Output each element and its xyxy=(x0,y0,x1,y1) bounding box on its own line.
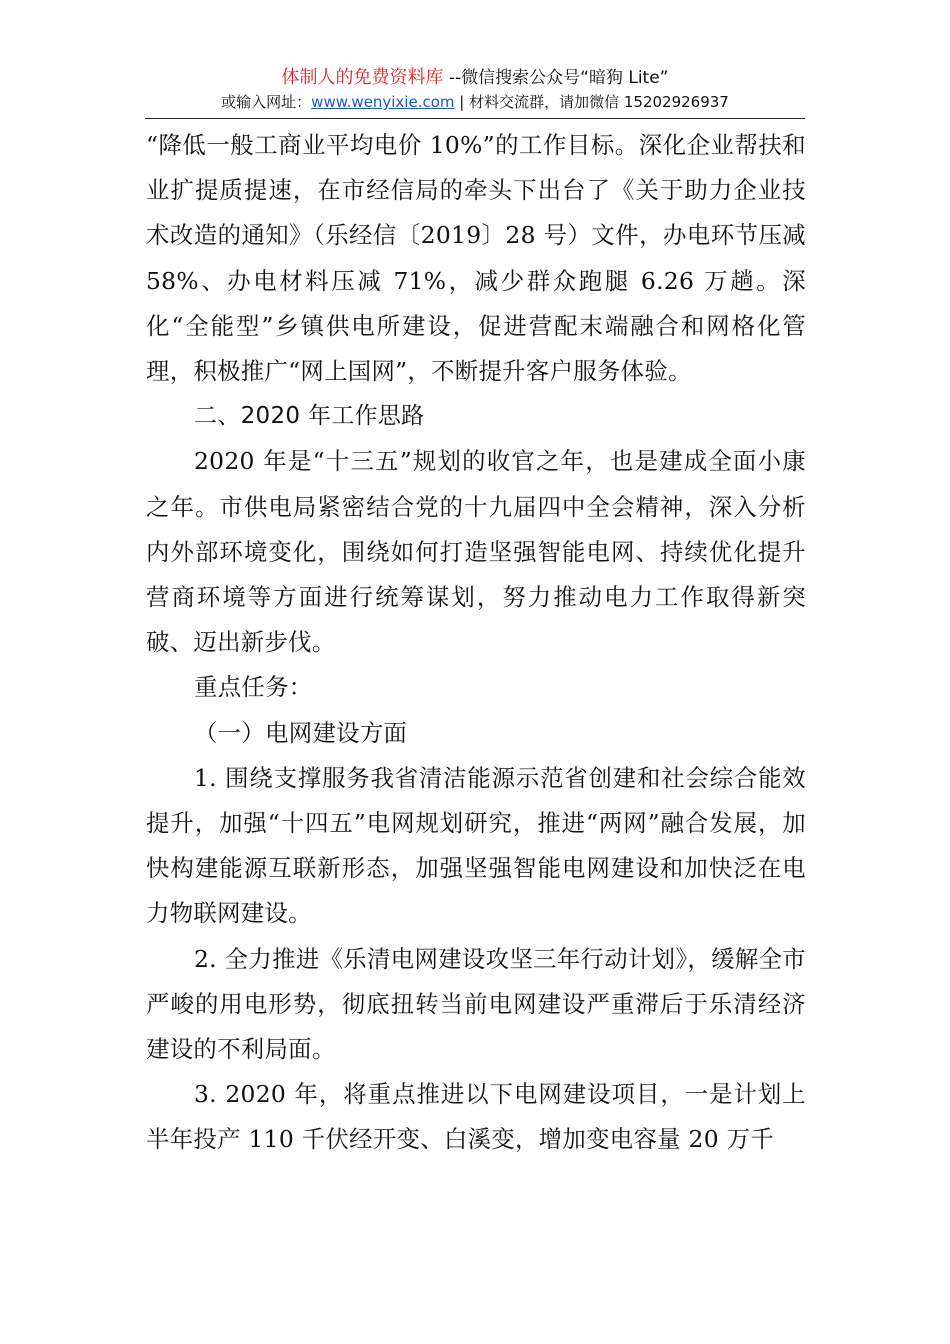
header-url-prefix: 或输入网址： xyxy=(221,93,312,111)
paragraph-key-tasks: 重点任务： xyxy=(194,673,313,702)
document-body xyxy=(146,123,806,1163)
header-wechat-text: --微信搜索公众号“暗狗 Lite” xyxy=(443,68,669,88)
paragraph-item-2: 2. 全力推进《乐清电网建设攻坚三年行动计划》，缓解全市严峻的用电形势，彻底扭转当前电网建设严重滞后于乐清经济建设的不利局面。 xyxy=(146,944,806,1064)
header-contact-line xyxy=(0,90,950,114)
header-promo-line xyxy=(0,66,950,90)
header-contact-text: | 材料交流群，请加微信 15202926937 xyxy=(454,93,729,111)
paragraph-item-3: 3. 2020 年，将重点推进以下电网建设项目，一是计划上半年投产 110 千伏经开变、白溪变，增加变电容量 20 万千 xyxy=(146,1080,806,1154)
header-brand-text: 体制人的免费资料库 xyxy=(281,67,444,88)
header-url-link[interactable]: www.wenyixie.com xyxy=(311,93,455,111)
section-heading-2020-plan: 二、2020 年工作思路 xyxy=(194,403,425,430)
paragraph-item-1: 1. 围绕支撑服务我省清洁能源示范省创建和社会综合能效提升，加强“十四五”电网规划研究，推进“两网”融合发展，加快构建能源互联新形态，加强坚强智能电网建设和加快泛在电力物联网建设。 xyxy=(146,763,806,928)
paragraph-2: 2020 年是“十三五”规划的收官之年，也是建成全面小康之年。市供电局紧密结合党的十九届四中全会精神，深入分析内外部环境变化，围绕如何打造坚强智能电网、持续优化提升营商环境等方面进行统筹谋划，努力推动电力工作取得新突破、迈出新步伐。 xyxy=(146,447,806,657)
paragraph-1: “降低一般工商业平均电价 10%”的工作目标。深化企业帮扶和业扩提质提速，在市经信局的牵头下出台了《关于助力企业技术改造的通知》（乐经信〔2019〕28 号）文件，办电环节压减 58%、办电材料压减 71%，减少群众跑腿 6.26 万趟。深化“全能型”乡镇供电所建设，促进营配末端融合和网格化管理，积极推广“网上国网”，不断提升客户服务体验。 xyxy=(146,131,806,386)
page-header xyxy=(0,66,950,114)
header-divider xyxy=(145,118,805,119)
subsection-heading-grid: （一）电网建设方面 xyxy=(194,718,408,747)
